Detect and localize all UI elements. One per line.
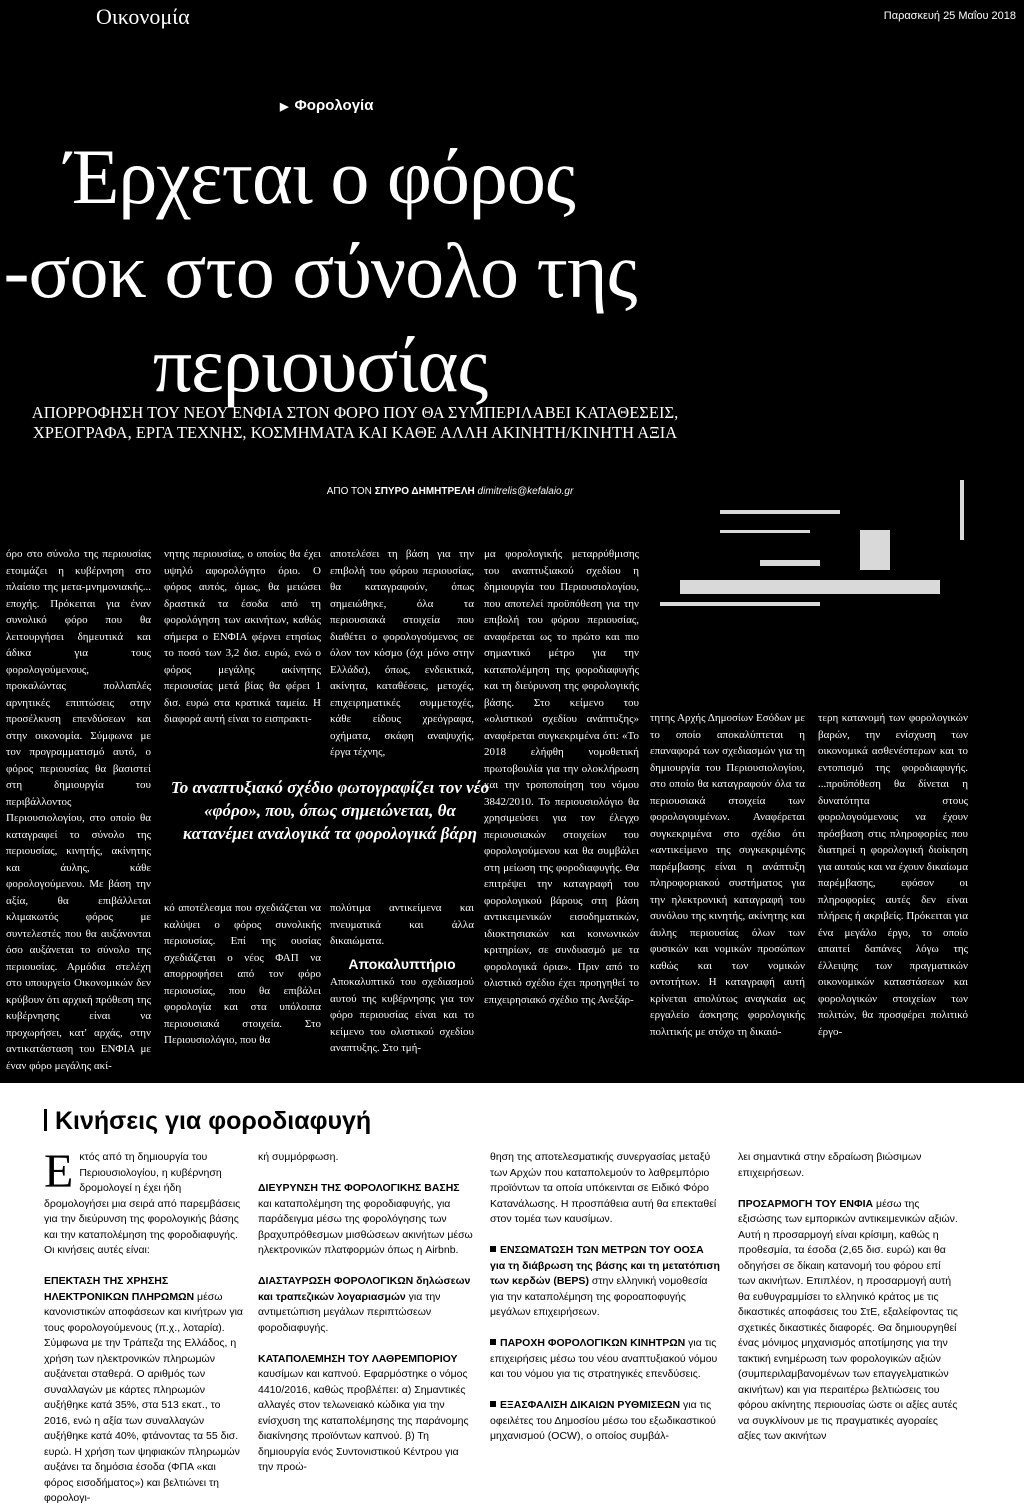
kicker (280, 97, 373, 114)
square-bullet-icon (490, 1339, 496, 1345)
triangle-right-icon: ▶ (280, 101, 289, 113)
box-text: καυσίμων και καπνού. Εφαρμόστηκε ο νόμος 4410/2016, καθώς προβλέπει: α) Σημαντικές αλλαγές στον τελωνειακό κώδικα για την ενίσχυση της καταπολέμησης της παράνομης διακίνησης προϊόντων καπνού. β) Τη δημιουργία ενός Συντονιστικού Κέντρου για την προώ- (258, 1368, 469, 1473)
box-text: θηση της αποτελεσματικής συνεργασίας μεταξύ των Αρχών που καταπολεμούν το λαθρεμπόριο προϊόντων τα οποία υπόκεινται σε Ειδικό Φόρο Κατανάλωσης. Η προσπάθεια αυτή θα επεκταθεί στον τομέα των καυσίμων. (490, 1151, 717, 1225)
section-title: Οικονομία (96, 4, 190, 29)
article-column-8 (330, 900, 474, 1057)
box-text: κτός από τη δημιουργία του Περιουσιολογίου, η κυβέρνηση δρομολογεί η έχει ήδη δρομολογήσει μια σειρά από παρεμβάσεις για την διεύρυνση της φορολογικής βάσης και την καταπολέμηση της φοροδιαφυγής. Οι κινήσεις αυτές είναι: (44, 1151, 241, 1256)
box-title (44, 1107, 371, 1136)
box-text: μέσω της εξισώσης των εμπορικών αντικειμενικών αξιών. Αυτή η προσαρμογή είναι κρίσιμη, καθώς η προθεσμία, τα έσοδα (2,65 δισ. ευρώ) και θα οδηγήσει σε δίκαιη κατανομή του φόρου επί των ακινήτων. Επιπλέον, η προσαρμογή αυτή θα ευθυγραμμίσει το ελληνικό κράτος με τις δικαστικές αποφάσεις του ΣτΕ, εξαλείφοντας τις σχετικές δικαστικές διαφορές. Θα δημιουργηθεί ένας μόνιμος μηχανισμός αποτίμησης για την τακτική ενημέρωση των φορολογικών αξιών (συμπεριλαμβανομένων των επαγγελματικών ακινήτων) και για περαιτέρω βελτιώσεις του φόρου ακίνητης περιουσίας ώστε οι αξίες αυτές να συγκλίνουν με τις πραγματικές αγοραίες αξίες των ακινήτων (738, 1197, 958, 1442)
section-subheading: Αποκαλυπτήριο (348, 955, 456, 972)
box-heading: ΠΑΡΟΧΗ ΦΟΡΟΛΟΓΙΚΩΝ ΚΙΝΗΤΡΩΝ (500, 1337, 686, 1349)
box-text: κή συμμόρφωση. (258, 1151, 339, 1163)
subheadline: ΑΠΟΡΡΟΦΗΣΗ ΤΟΥ ΝΕΟΥ ΕΝΦΙΑ ΣΤΟΝ ΦΟΡΟ ΠΟΥ ΘΑ ΣΥΜΠΕΡΙΛΑΒΕΙ ΚΑΤΑΘΕΣΕΙΣ, ΧΡΕΟΓΡΑΦΑ, ΕΡΓΑ ΤΕΧΝΗΣ, ΚΟΣΜΗΜΑΤΑ ΚΑΙ ΚΑΘΕ ΑΛΛΗ ΑΚΙΝΗΤΗ/ΚΙΝΗΤΗ ΑΞΙΑ (31, 403, 679, 442)
box-heading: ΕΠΕΚΤΑΣΗ ΤΗΣ ΧΡΗΣΗΣ ΗΛΕΚΤΡΟΝΙΚΩΝ ΠΛΗΡΩΜΩΝ (44, 1275, 195, 1303)
box-heading: ΕΝΣΩΜΑΤΩΣΗ ΤΩΝ ΜΕΤΡΩΝ ΤΟΥ ΟΟΣΑ για τη διάβρωση της βάσης και τη μετατόπιση των κερδών (BEPS) (490, 1244, 720, 1287)
box-column-1 (44, 1145, 244, 1507)
article-column-1: όρο στο σύνολο της περιουσίας ετοιμάζει η κυβέρνηση στο πλαίσιο της μετα-μνημονιακής... εποχής. Πρόκειται για έναν συνολικό φόρο που θα λειτουργήσει δημευτικά και άδικα για τους φορολογούμενους, προκαλώντας πολλαπλές αρνητικές επιπτώσεις στην προσέλκυση επενδύσεων και στην οικονομία. Σύμφωνα με τον προγραμματισμό αυτό, ο φόρος περιουσίας θα βασιστεί στη δημιουργία του περιβάλλοντος Περιουσιολογίου, στο οποίο θα καταγραφεί το σύνολο της περιουσίας, κινητής, ακίνητης και άυλης, κάθε φορολογούμενου. Με βάση την αξία, θα επιβάλλεται κλιμακωτός φόρος με συντελεστές που θα αυξάνονται όσο αυξάνεται το σύνολο της περιουσίας. Αρμόδια στελέχη στο υπουργείο Οικονομικών δεν κρύβουν ότι αρχική πρόθεση της κυβέρνησης είναι να προχωρήσει, κατ' αρχάς, στην αντικατάσταση του ΕΝΦΙΑ με έναν φόρο μεγάλης ακί- (6, 548, 151, 1072)
pull-quote: Το αναπτυξιακό σχέδιο φωτογραφίζει τον νέο «φόρο», που, όπως σημειώνεται, θα κατανέμει αναλογικά τα φορολογικά βάρη (170, 778, 490, 843)
top-bar (0, 0, 1024, 36)
box-heading: ΠΡΟΣΑΡΜΟΓΗ ΤΟΥ ΕΝΦΙΑ (738, 1197, 874, 1210)
article-column-3: αποτελέσει τη βάση για την επιβολή του φόρου περιουσίας, θα καταγραφούν, όπως σημειώθηκε, όλα τα περιουσιακά στοιχεία που διαθέτει ο φορολογούμενος σε όλον τον κόσμο (όχι μόνο στην Ελλάδα), όπως, ενδεικτικά, ακίνητα, καταθέσεις, μετοχές, επιχειρηματικές συμμετοχές, κάθε είδους χρεόγραφα, οχήματα, σκάφη αναψυχής, έργα τέχνης, (330, 548, 474, 758)
article-column-7: κό αποτέλεσμα που σχεδιάζεται να καλύψει ο φόρος συνολικής περιουσίας. Επί της ουσίας σχεδιάζεται ο νέος ΦΑΠ να απορροφήσει από τον φόρο περιουσίας, που θα επιβάλει φορολογία και στα υπόλοιπα περιουσιακά στοιχεία. Στο Περιουσιολόγιο, που θα (164, 902, 321, 1046)
box-column-2 (258, 1150, 473, 1476)
square-bullet-icon (490, 1401, 496, 1407)
column-text: Αποκαλυπτικό του σχεδιασμού αυτού της κυβέρνησης για τον φόρο περιουσίας είναι και το κείμενο του ολιστικού σχεδίου αναπτυξης. Στο τμή- (330, 976, 474, 1054)
kicker-label: Φορολογία (294, 97, 374, 114)
issue-date: Παρασκευή 25 Μαΐου 2018 (883, 10, 1016, 22)
box-heading: ΚΑΤΑΠΟΛΕΜΗΣΗ ΤΟΥ ΛΑΘΡΕΜΠΟΡΙΟΥ (258, 1352, 458, 1365)
box-text: μέσω κανονιστικών αποφάσεων και κινήτρων για τους φορολογούμενους (π.χ., λοταρία). Σύμφωνα με την Τράπεζα της Ελλάδος, η χρήση των ηλεκτρονικών πληρωμών αυξάνεται σταθερά. Ο αριθμός των συναλλαγών με κάρτες πληρωμών αυξήθηκε κατά 35%, στα 513 εκατ., το 2016, ενώ η αξία των συναλλαγών αυξήθηκε κατά 40%, φτάνοντας τα 55 δισ. ευρώ. Η χρήση των ψηφιακών πληρωμών αυξάνει τα δημόσια έσοδα (ΦΠΑ «και φόρος εισοδήματος») και βελτιώνει τη φορολογι- (44, 1290, 243, 1504)
title-bar-icon (44, 1109, 47, 1131)
box-text: στην ελληνική νομοθεσία για την καταπολέμηση της φοροαποφυγής μεγάλων επιχειρήσεων. (490, 1275, 708, 1318)
article-column-4: μα φορολογικής μεταρρύθμισης του αναπτυξιακού σχεδίου η δημιουργία του Περιουσιολογίου, που αποτελεί προϋπόθεση για την επιβολή του φόρου περιουσίας, αναφέρεται ως το πρώτο και πιο σημαντικό μέτρο για την καταπολέμηση της φοροδιαφυγής και τη διεύρυνση της φορολογικής βάσης. Στο κείμενο του «ολιστικού σχεδίου ανάπτυξης» αναφέρεται συγκεκριμένα ότι: «Το 2018 ελήφθη νομοθετική πρωτοβουλία για την ολοκλήρωση και την τροποποίηση του νόμου 3842/2010. Το περιουσιολόγιο θα χρησιμεύσει για τον έλεγχο περιουσιακών στοιχείων του φορολογούμενου και θα συμβάλει στη μείωση της φοροδιαφυγής. Θα επιτρέψει την καταγραφή του φορολογικού βάρους στη βάση αντικειμενικών εισοδηματικών, ιδιοκτησιακών και κοινωνικών κριτηρίων, σε συνδυασμό με τα φορολογικά όρια». Πριν από το ολιστικό σχέδιο έχει προηγηθεί το επιχειρησιακό σχέδιο της Ανεξάρ- (484, 548, 639, 1006)
article-column-5: τητης Αρχής Δημοσίων Εσόδων με το οποίο αποκαλύπτεται η επαναφορά των σχεδιασμών για τη δημιουργία του Περιουσιολογίου, στο οποίο θα καταγραφούν όλα τα περιουσιακά στοιχεία των φορολογουμένων. Αναφέρεται συγκεκριμένα στο σχέδιο ότι «αντικείμενο της συγκεκριμένης παρέμβασης είναι η ανάπτυξη πληροφοριακού συστήματος για την ηλεκτρονική καταγραφή του συνόλου της κινητής, ακίνητης και άυλης περιουσίας όλων των φυσικών και νομικών προσώπων καθώς και των νομικών οντοτήτων. Η καταγραφή αυτή κρίνεται απολύτως αναγκαία ως εργαλείο άσκησης φορολογικής πολιτικής με στόχο τη δικαιό- (650, 712, 805, 1038)
article-column-6: τερη κατανομή των φορολογικών βαρών, την ενίσχυση των οικονομικά ασθενέστερων και το εντοπισμό της φοροδιαφυγής. ...προϋπόθεση θα δίνεται η δυνατότητα στους φορολογούμενους να έχουν πρόσβαση στις πληροφορίες που διατηρεί η φορολογική διοίκηση για αυτούς και να έχουν δικαίωμα παρέμβασης, εφόσον οι πληροφορίες αυτές δεν είναι πλήρεις ή ακριβείς. Πρόκειται για ένα μεγάλο έργο, το οποίο απαιτεί δαπάνες λόγω της έλλειψης των πραγματικών οικονομικών καταστάσεων και φορολογικών στοιχείων των πολιτών, θα προσφέρει πολιτικό έργο- (818, 712, 968, 1038)
box-text: για τις οφειλέτες του Δημοσίου μέσω του εξωδικαστικού μηχανισμού (OCW), ο οποίος συμβάλ- (490, 1399, 716, 1442)
box-heading: ΔΙΕΥΡΥΝΣΗ ΤΗΣ ΦΟΡΟΛΟΓΙΚΗΣ ΒΑΣΗΣ (258, 1182, 460, 1194)
box-column-3 (490, 1150, 720, 1445)
author-email[interactable]: dimitrelis@kefalaio.gr (477, 486, 574, 497)
article-photo (640, 470, 1024, 640)
box-column-4 (738, 1150, 958, 1445)
box-text: για τις επιχειρήσεις μέσω του νέου αναπτυξιακού νόμου και του νόμου για τις στρατηγικές επενδύσεις. (490, 1337, 718, 1380)
column-text: πολύτιμα αντικείμενα και πνευματικά και άλλα δικαιώματα. (330, 902, 474, 947)
square-bullet-icon (490, 1246, 496, 1252)
headline: Έρχεται ο φόρος -σοκ στο σύνολο της περιουσίας (3, 133, 637, 408)
box-text: και καταπολέμηση της φοροδιαφυγής, για παράδειγμα μέσω της φορολόγησης των βραχυπρόθεσμων μισθώσεων ακινήτων μέσω ηλεκτρονικών πλατφορμών όπως η Airbnb. (258, 1197, 473, 1256)
box-title-text: Κινήσεις για φοροδιαφυγή (55, 1107, 372, 1135)
box-heading: ΔΙΑΣΤΑΥΡΩΣΗ ΦΟΡΟΛΟΓΙΚΩΝ δηλώσεων και τραπεζικών λογαριασμών (258, 1275, 471, 1303)
drop-cap: Ε (44, 1145, 74, 1198)
box-text: για την αντιμετώπιση μεγάλων περιπτώσεων φοροδιαφυγής. (258, 1290, 441, 1334)
byline-prefix: ΑΠΟ ΤΟΝ (326, 486, 372, 497)
author-name: ΣΠΥΡΟ ΔΗΜΗΤΡΕΛΗ (374, 486, 475, 497)
box-heading: ΕΞΑΣΦΑΛΙΣΗ ΔΙΚΑΙΩΝ ΡΥΘΜΙΣΕΩΝ (500, 1399, 681, 1411)
box-text: λει σημαντικά στην εδραίωση βιώσιμων επιχειρήσεων. (738, 1151, 922, 1179)
article-column-2: νητης περιουσίας, ο οποίος θα έχει υψηλό αφορολόγητο όριο. Ο φόρος αυτός, όμως, θα μειώσει δραστικά τα έσοδα από τη φορολόγηση των ακινήτων, καθώς σήμερα ο ΕΝΦΙΑ φέρνει ετησίως το ποσό των 3,2 δισ. ευρώ, ενώ ο φόρος μεγάλης ακίνητης περιουσίας μετά βίας θα φέρει 1 δισ. ευρώ στα κρατικά ταμεία. Η διαφορά αυτή είναι το εισπρακτι- (164, 548, 321, 725)
